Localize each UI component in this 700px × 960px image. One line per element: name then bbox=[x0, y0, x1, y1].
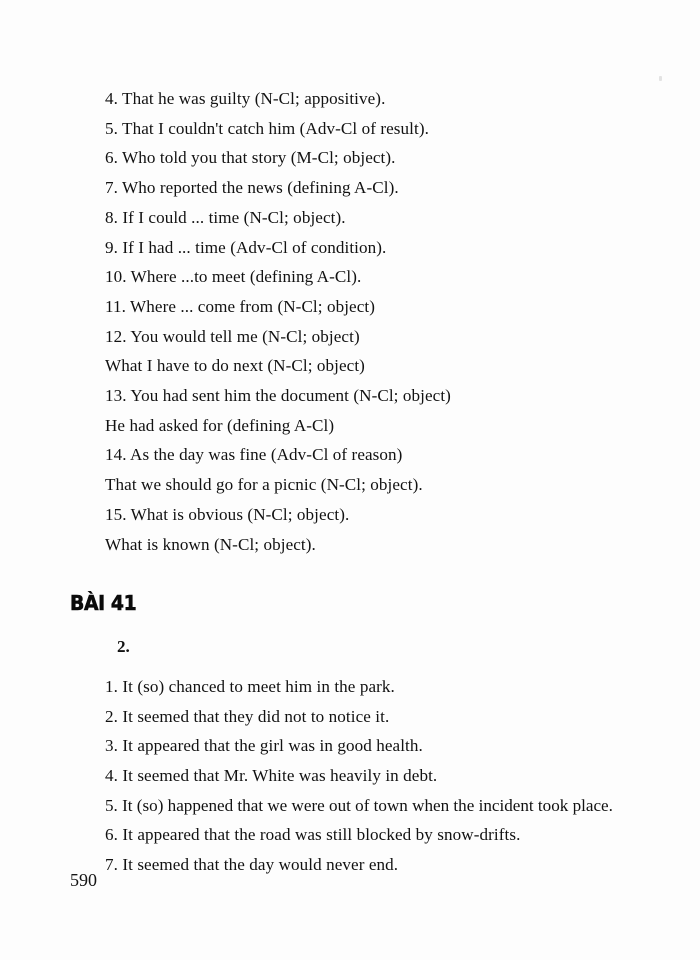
exercise-item: 3. It appeared that the girl was in good health. bbox=[105, 736, 423, 756]
answer-line: 9. If I had ... time (Adv-Cl of condition). bbox=[105, 237, 387, 257]
scan-artifact-speck bbox=[659, 76, 662, 81]
answer-line: 14. As the day was fine (Adv-Cl of reason) bbox=[105, 445, 403, 465]
answer-line: What I have to do next (N-Cl; object) bbox=[105, 356, 365, 376]
lesson-heading: BÀI 41 bbox=[70, 591, 137, 616]
answer-line: 5. That I couldn't catch him (Adv-Cl of result). bbox=[105, 118, 429, 138]
answer-line: 8. If I could ... time (N-Cl; object). bbox=[105, 207, 346, 227]
answer-line: 12. You would tell me (N-Cl; object) bbox=[105, 326, 360, 346]
answer-line: What is known (N-Cl; object). bbox=[105, 534, 316, 554]
answer-line: 10. Where ...to meet (defining A-Cl). bbox=[105, 267, 362, 287]
answer-line: 4. That he was guilty (N-Cl; appositive). bbox=[105, 89, 386, 108]
answer-line: He had asked for (defining A-Cl) bbox=[105, 415, 335, 435]
answer-line: 11. Where ... come from (N-Cl; object) bbox=[105, 296, 376, 316]
exercise-items bbox=[70, 672, 640, 880]
answer-line: That we should go for a picnic (N-Cl; object). bbox=[105, 475, 423, 495]
exercise-item-paragraph: 5. It (so) happened that we were out of town when the incident took place. bbox=[105, 795, 613, 815]
exercise-item: 1. It (so) chanced to meet him in the park. bbox=[105, 676, 395, 696]
answer-line: 15. What is obvious (N-Cl; object). bbox=[105, 504, 350, 524]
page-content bbox=[70, 84, 640, 880]
exercise-number: 2. bbox=[117, 637, 130, 657]
answer-line: 13. You had sent him the document (N-Cl; object) bbox=[105, 386, 451, 406]
exercise-item: 7. It seemed that the day would never end. bbox=[105, 855, 399, 875]
answers-list bbox=[70, 84, 640, 559]
page-number: 590 bbox=[70, 870, 97, 890]
exercise-item: 6. It appeared that the road was still blocked by snow-drifts. bbox=[105, 825, 521, 845]
lesson-heading-block bbox=[70, 591, 640, 615]
answer-line: 7. Who reported the news (defining A-Cl). bbox=[105, 178, 399, 198]
answer-line: 6. Who told you that story (M-Cl; object). bbox=[105, 148, 396, 168]
exercise-item: 4. It seemed that Mr. White was heavily in debt. bbox=[105, 766, 438, 786]
exercise-item: 2. It seemed that they did not to notice it. bbox=[105, 706, 390, 726]
